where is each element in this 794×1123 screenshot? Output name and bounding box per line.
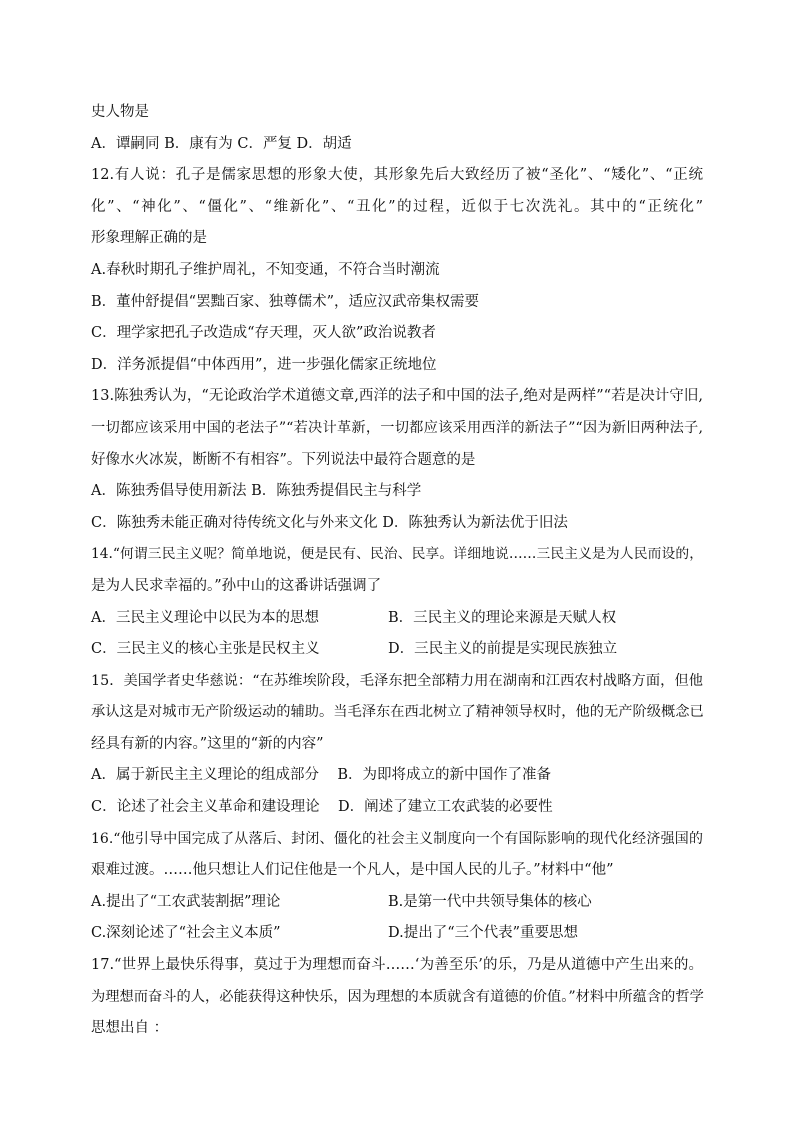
q17-stem-line: 思想出自 ： [91, 1020, 169, 1037]
q12-option-d: D．洋务派提倡“中体西用”，进一步强化儒家正统地位 [91, 356, 437, 373]
q16-option-d: D.提出了“三个代表”重要思想 [388, 925, 579, 942]
q13-options-cd: C．陈独秀未能正确对待传统文化与外来文化 D．陈独秀认为新法优于旧法 [91, 514, 568, 531]
q14-option-c: C．三民主义的核心主张是民权主义 [91, 641, 320, 658]
q12-stem-line: 12.有人说：孔子是儒家思想的形象大使，其形象先后大致经历了被“圣化”、“矮化”、“正统 [91, 167, 703, 184]
q16-stem-line: 16.“他引导中国完成了从落后、封闭、僵化的社会主义制度向一个有国际影响的现代化经济强国的 [91, 830, 703, 847]
q14-options-row [91, 603, 703, 635]
q14-stem-line: 14.“何谓三民主义呢？简单地说，便是民有、民治、民享。详细地说……三民主义是为人民而设的， [91, 546, 703, 563]
q15-options-ab: A．属于新民主主义理论的组成部分 B．为即将成立的新中国作了准备 [91, 767, 552, 784]
q16-option-b: B.是第一代中共领导集体的核心 [388, 893, 592, 910]
q14-option-d: D．三民主义的前提是实现民族独立 [388, 641, 618, 658]
q16-options-row [91, 918, 703, 950]
q14-stem-line: 是为人民求幸福的。”孙中山的这番讲话强调了 [91, 577, 382, 594]
q12-stem-line: 形象理解正确的是 [91, 230, 207, 247]
q15-stem-line: 承认这是对城市无产阶级运动的辅助。当毛泽东在西北树立了精神领导权时，他的无产阶级概念已 [91, 704, 704, 721]
question-12 [91, 160, 703, 381]
q12-option-c: C．理学家把孔子改造成“存天理，灭人欲”政治说教者 [91, 325, 436, 342]
question-16 [91, 824, 703, 950]
q16-option-c: C.深刻论述了“社会主义本质” [91, 925, 281, 942]
question-17 [91, 950, 703, 1045]
q12-option-b: B．董仲舒提倡“罢黜百家、独尊儒术”，适应汉武帝集权需要 [91, 293, 479, 310]
q14-option-b: B．三民主义的理论来源是天赋人权 [388, 609, 617, 626]
question-14 [91, 539, 703, 665]
q13-stem-line: 13.陈独秀认为，“无论政治学术道德文章,西洋的法子和中国的法子,绝对是两样”“若是决计守旧, [91, 388, 703, 405]
q14-options-row [91, 634, 703, 666]
q11-stem-continuation: 史人物是 [91, 104, 149, 120]
q13-stem-line: 好像水火冰炭，断断不有相容”。下列说法中最符合题意的是 [91, 451, 476, 468]
question-15 [91, 666, 703, 824]
q17-stem-line: 为理想而奋斗的人，必能获得这种快乐，因为理想的本质就含有道德的价值。”材料中所蕴含的哲学 [91, 988, 704, 1005]
q13-options-ab: A．陈独秀倡导使用新法 B．陈独秀提倡民主与科学 [91, 483, 422, 500]
q16-option-a: A.提出了“工农武装割据”理论 [91, 893, 281, 910]
q12-option-a: A.春秋时期孔子维护周礼，不知变通，不符合当时潮流 [91, 261, 440, 278]
page-content [91, 97, 703, 1045]
q17-stem-line: 17.“世界上最快乐得事，莫过于为理想而奋斗……‘为善至乐’的乐，乃是从道德中产生出来的。 [91, 957, 703, 974]
q15-stem-line: 15．美国学者史华慈说：“在苏维埃阶段，毛泽东把全部精力用在湖南和江西农村战略方面，但他 [91, 672, 703, 689]
q16-options-row [91, 887, 703, 919]
question-13 [91, 381, 703, 539]
q13-stem-line: 一切都应该采用中国的老法子”“若决计革新，一切都应该采用西洋的新法子”“因为新旧两种法子, [91, 419, 703, 436]
q14-option-a: A．三民主义理论中以民为本的思想 [91, 609, 319, 626]
q16-stem-line: 艰难过渡。……他只想让人们记住他是一个凡人，是中国人民的儿子。”材料中“他” [91, 862, 614, 879]
q15-options-cd: C．论述了社会主义革命和建设理论 D．阐述了建立工农武装的必要性 [91, 799, 553, 816]
q15-stem-line: 经具有新的内容。”这里的“新的内容” [91, 735, 324, 752]
q11-options: A．谭嗣同 B．康有为 C．严复 D．胡适 [91, 135, 352, 152]
q12-stem-line: 化”、“神化”、“僵化”、“维新化”、“丑化”的过程，近似于七次洗礼。其中的“正统化” [91, 198, 703, 215]
